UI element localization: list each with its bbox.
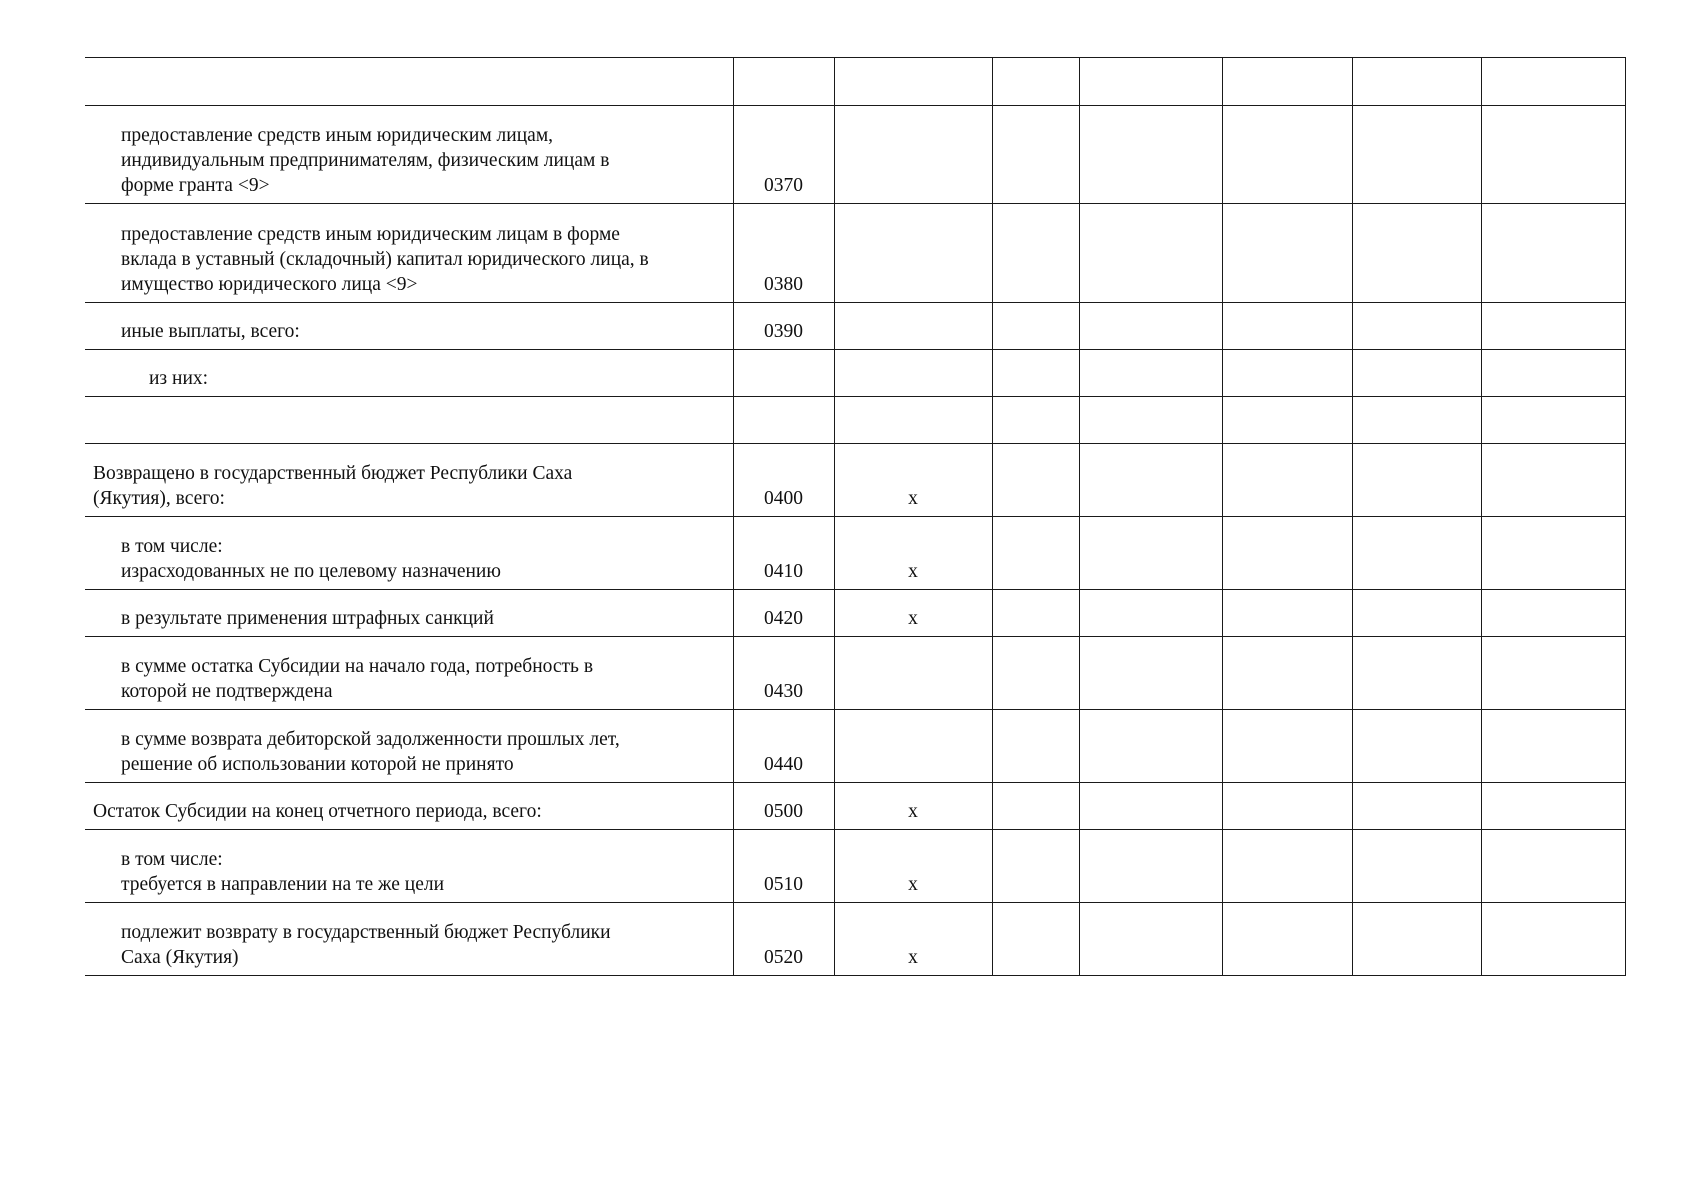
row-code: 0520 (733, 903, 834, 976)
row-code (733, 350, 834, 397)
value-cell (1481, 204, 1625, 303)
value-cell (1222, 204, 1352, 303)
row-label-cell (85, 710, 733, 783)
value-cell (992, 303, 1079, 350)
value-cell (1222, 783, 1352, 830)
value-cell (1352, 903, 1481, 976)
value-cell (1079, 710, 1222, 783)
value-cell (1352, 517, 1481, 590)
row-label: предоставление средств иным юридическим лицам, индивидуальным предпринимателям, физическим лицам в форме гранта <9> (121, 125, 610, 196)
row-mark (834, 106, 992, 204)
row-code: 0370 (733, 106, 834, 204)
row-label: из них: (149, 368, 209, 389)
table-row (85, 397, 1625, 444)
row-code: 0430 (733, 637, 834, 710)
value-cell (992, 204, 1079, 303)
row-mark: х (834, 830, 992, 903)
row-label-cell (85, 204, 733, 303)
row-label-cell (85, 903, 733, 976)
row-code: 0500 (733, 783, 834, 830)
row-label: иные выплаты, всего: (121, 321, 300, 342)
table-row (85, 637, 1625, 710)
value-cell (992, 106, 1079, 204)
value-cell (1352, 637, 1481, 710)
row-label: в том числе: израсходованных не по целевому назначению (121, 536, 501, 582)
row-label: подлежит возврату в государственный бюджет Республики Саха (Якутия) (121, 922, 611, 968)
row-label-cell (85, 783, 733, 830)
value-cell (992, 590, 1079, 637)
row-label-cell (85, 590, 733, 637)
value-cell (1481, 444, 1625, 517)
value-cell (992, 830, 1079, 903)
table-row (85, 830, 1625, 903)
value-cell (1222, 590, 1352, 637)
value-cell (1222, 58, 1352, 106)
value-cell (1481, 58, 1625, 106)
row-mark (834, 710, 992, 783)
value-cell (1222, 397, 1352, 444)
value-cell (1222, 710, 1352, 783)
row-code (733, 58, 834, 106)
value-cell (1352, 830, 1481, 903)
value-cell (1481, 590, 1625, 637)
value-cell (1079, 204, 1222, 303)
row-label-cell (85, 637, 733, 710)
value-cell (1079, 517, 1222, 590)
row-mark: х (834, 903, 992, 976)
row-label: Возвращено в государственный бюджет Республики Саха (Якутия), всего: (93, 463, 573, 509)
value-cell (1079, 903, 1222, 976)
row-mark (834, 204, 992, 303)
table-row (85, 903, 1625, 976)
row-label: в том числе: требуется в направлении на те же цели (121, 849, 445, 895)
value-cell (1079, 58, 1222, 106)
value-cell (992, 710, 1079, 783)
value-cell (1222, 444, 1352, 517)
table-row (85, 204, 1625, 303)
value-cell (1222, 350, 1352, 397)
value-cell (992, 517, 1079, 590)
value-cell (1222, 903, 1352, 976)
row-label-cell (85, 58, 733, 106)
value-cell (1079, 830, 1222, 903)
row-label-cell (85, 517, 733, 590)
value-cell (1481, 710, 1625, 783)
value-cell (1079, 350, 1222, 397)
value-cell (1352, 444, 1481, 517)
value-cell (1352, 303, 1481, 350)
value-cell (1222, 303, 1352, 350)
value-cell (992, 903, 1079, 976)
row-label: в сумме остатка Субсидии на начало года, потребность в которой не подтверждена (121, 656, 594, 702)
subsidy-report-table (85, 57, 1626, 976)
value-cell (1079, 397, 1222, 444)
value-cell (1352, 58, 1481, 106)
row-label: в результате применения штрафных санкций (121, 608, 494, 629)
row-mark (834, 637, 992, 710)
value-cell (992, 58, 1079, 106)
value-cell (1352, 783, 1481, 830)
row-label-cell (85, 830, 733, 903)
row-label-cell (85, 106, 733, 204)
row-mark (834, 58, 992, 106)
value-cell (1352, 710, 1481, 783)
value-cell (1481, 397, 1625, 444)
value-cell (1481, 303, 1625, 350)
table-row (85, 444, 1625, 517)
value-cell (992, 783, 1079, 830)
value-cell (1079, 303, 1222, 350)
table-row (85, 590, 1625, 637)
table-row (85, 350, 1625, 397)
value-cell (1079, 444, 1222, 517)
value-cell (992, 350, 1079, 397)
row-code: 0390 (733, 303, 834, 350)
row-label-cell (85, 303, 733, 350)
table-row (85, 58, 1625, 106)
value-cell (1352, 397, 1481, 444)
value-cell (1352, 590, 1481, 637)
value-cell (1079, 783, 1222, 830)
row-mark: х (834, 517, 992, 590)
row-code: 0510 (733, 830, 834, 903)
row-code: 0420 (733, 590, 834, 637)
value-cell (1352, 204, 1481, 303)
value-cell (1481, 903, 1625, 976)
row-label: предоставление средств иным юридическим лицам в форме вклада в уставный (складочный) капитал юридического лица, в имущество юридического лица <9> (121, 224, 649, 295)
value-cell (1481, 830, 1625, 903)
table-row (85, 783, 1625, 830)
value-cell (1481, 637, 1625, 710)
row-code: 0400 (733, 444, 834, 517)
table-row (85, 710, 1625, 783)
table-row (85, 106, 1625, 204)
row-mark (834, 397, 992, 444)
value-cell (1079, 590, 1222, 637)
row-code (733, 397, 834, 444)
row-mark (834, 303, 992, 350)
row-mark: х (834, 783, 992, 830)
report-table-body (85, 58, 1625, 976)
value-cell (1481, 783, 1625, 830)
value-cell (992, 444, 1079, 517)
row-code: 0410 (733, 517, 834, 590)
row-label: в сумме возврата дебиторской задолженности прошлых лет, решение об использовании которой не принято (121, 729, 620, 775)
value-cell (1222, 106, 1352, 204)
value-cell (1222, 637, 1352, 710)
table-row (85, 303, 1625, 350)
value-cell (1352, 350, 1481, 397)
value-cell (1481, 350, 1625, 397)
value-cell (1079, 106, 1222, 204)
row-label-cell (85, 350, 733, 397)
value-cell (992, 637, 1079, 710)
row-label: Остаток Субсидии на конец отчетного периода, всего: (93, 801, 542, 822)
row-mark (834, 350, 992, 397)
value-cell (1079, 637, 1222, 710)
table-row (85, 517, 1625, 590)
row-mark: х (834, 590, 992, 637)
value-cell (1352, 106, 1481, 204)
row-label-cell (85, 397, 733, 444)
value-cell (1222, 830, 1352, 903)
row-code: 0380 (733, 204, 834, 303)
value-cell (1481, 106, 1625, 204)
row-label-cell (85, 444, 733, 517)
row-mark: х (834, 444, 992, 517)
value-cell (1222, 517, 1352, 590)
value-cell (1481, 517, 1625, 590)
value-cell (992, 397, 1079, 444)
row-code: 0440 (733, 710, 834, 783)
